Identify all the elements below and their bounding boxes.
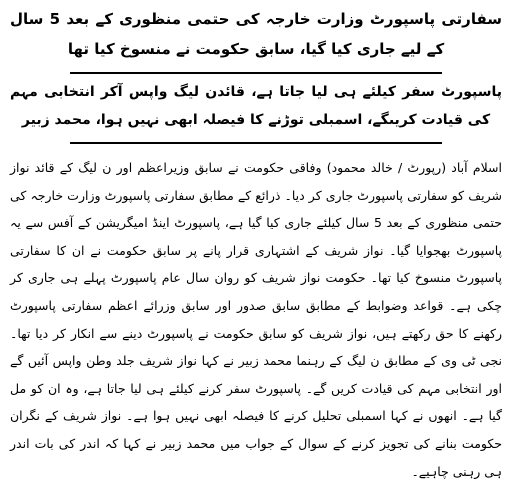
subheadline: پاسپورٹ سفر کیلئے ہی لیا جاتا ہے، قائدن لیگ واپس آکر انتخابی مہم کی قیادت کریںگے، اسمبلی توڑنے کا فیصلہ ابھی نہیں ہوا، محمد زبیر [10, 84, 502, 128]
headline: سفارتی پاسپورٹ وزارت خارجہ کی حتمی منظوری کے بعد 5 سال کے لیے جاری کیا گیا، سابق حکومت نے منسوخ کیا تھا [10, 10, 502, 58]
divider-top [70, 72, 442, 74]
article-body: اسلام آباد (رپورٹ / خالد محمود) وفاقی حکومت نے سابق وزیراعظم اور ن لیگ کے قائد نواز شریف کو سفارتی پاسپورٹ جاری کر دیا۔ ذرائع کے مطابق سفارتی پاسپورٹ وزارت خارجہ کی حتمی منظوری کے بعد 5 سال کیلئے جاری کیا گیا ہے، پاسپورٹ اینڈ امیگریشن کے آفس سے یہ پاسپورٹ بھجوایا گیا۔ نواز شریف کے اشتہاری قرار پانے پر سابق حکومت نے ان کا سفارتی پاسپورٹ منسوخ کیا تھا۔ حکومت نواز شریف کو روان سال عام پاسپورٹ پہلے ہی جاری کر چکی ہے۔ قواعد وضوابط کے مطابق سابق صدور اور سابق وزرائے اعظم سفارتی پاسپورٹ رکھنے کا حق رکھتے ہیں، نواز شریف کو سابق حکومت نے پاسپورٹ دینے سے انکار کر دیا تھا۔ نجی ٹی وی کے مطابق ن لیگ کے رہنما محمد زبیر نے کہا نواز شریف جلد وطن واپس آئیں گے اور انتخابی مہم کی قیادت کریں گے۔ پاسپورٹ سفر کرنے کیلئے ہی لیا جاتا ہے، وہ ان کو مل گیا ہے۔ انھوں نے کہا اسمبلی تحلیل کرنے کا فیصلہ ابھی نہیں ہوا ہے۔ نواز شریف کے نگران حکومت بنانے کی تجویز کرنے کے سوال کے جواب میں محمد زبیر نے کہا کہ اندر کی بات اندر ہی رہنی چاہیے۔ [10, 160, 502, 479]
divider-bottom [70, 142, 442, 144]
